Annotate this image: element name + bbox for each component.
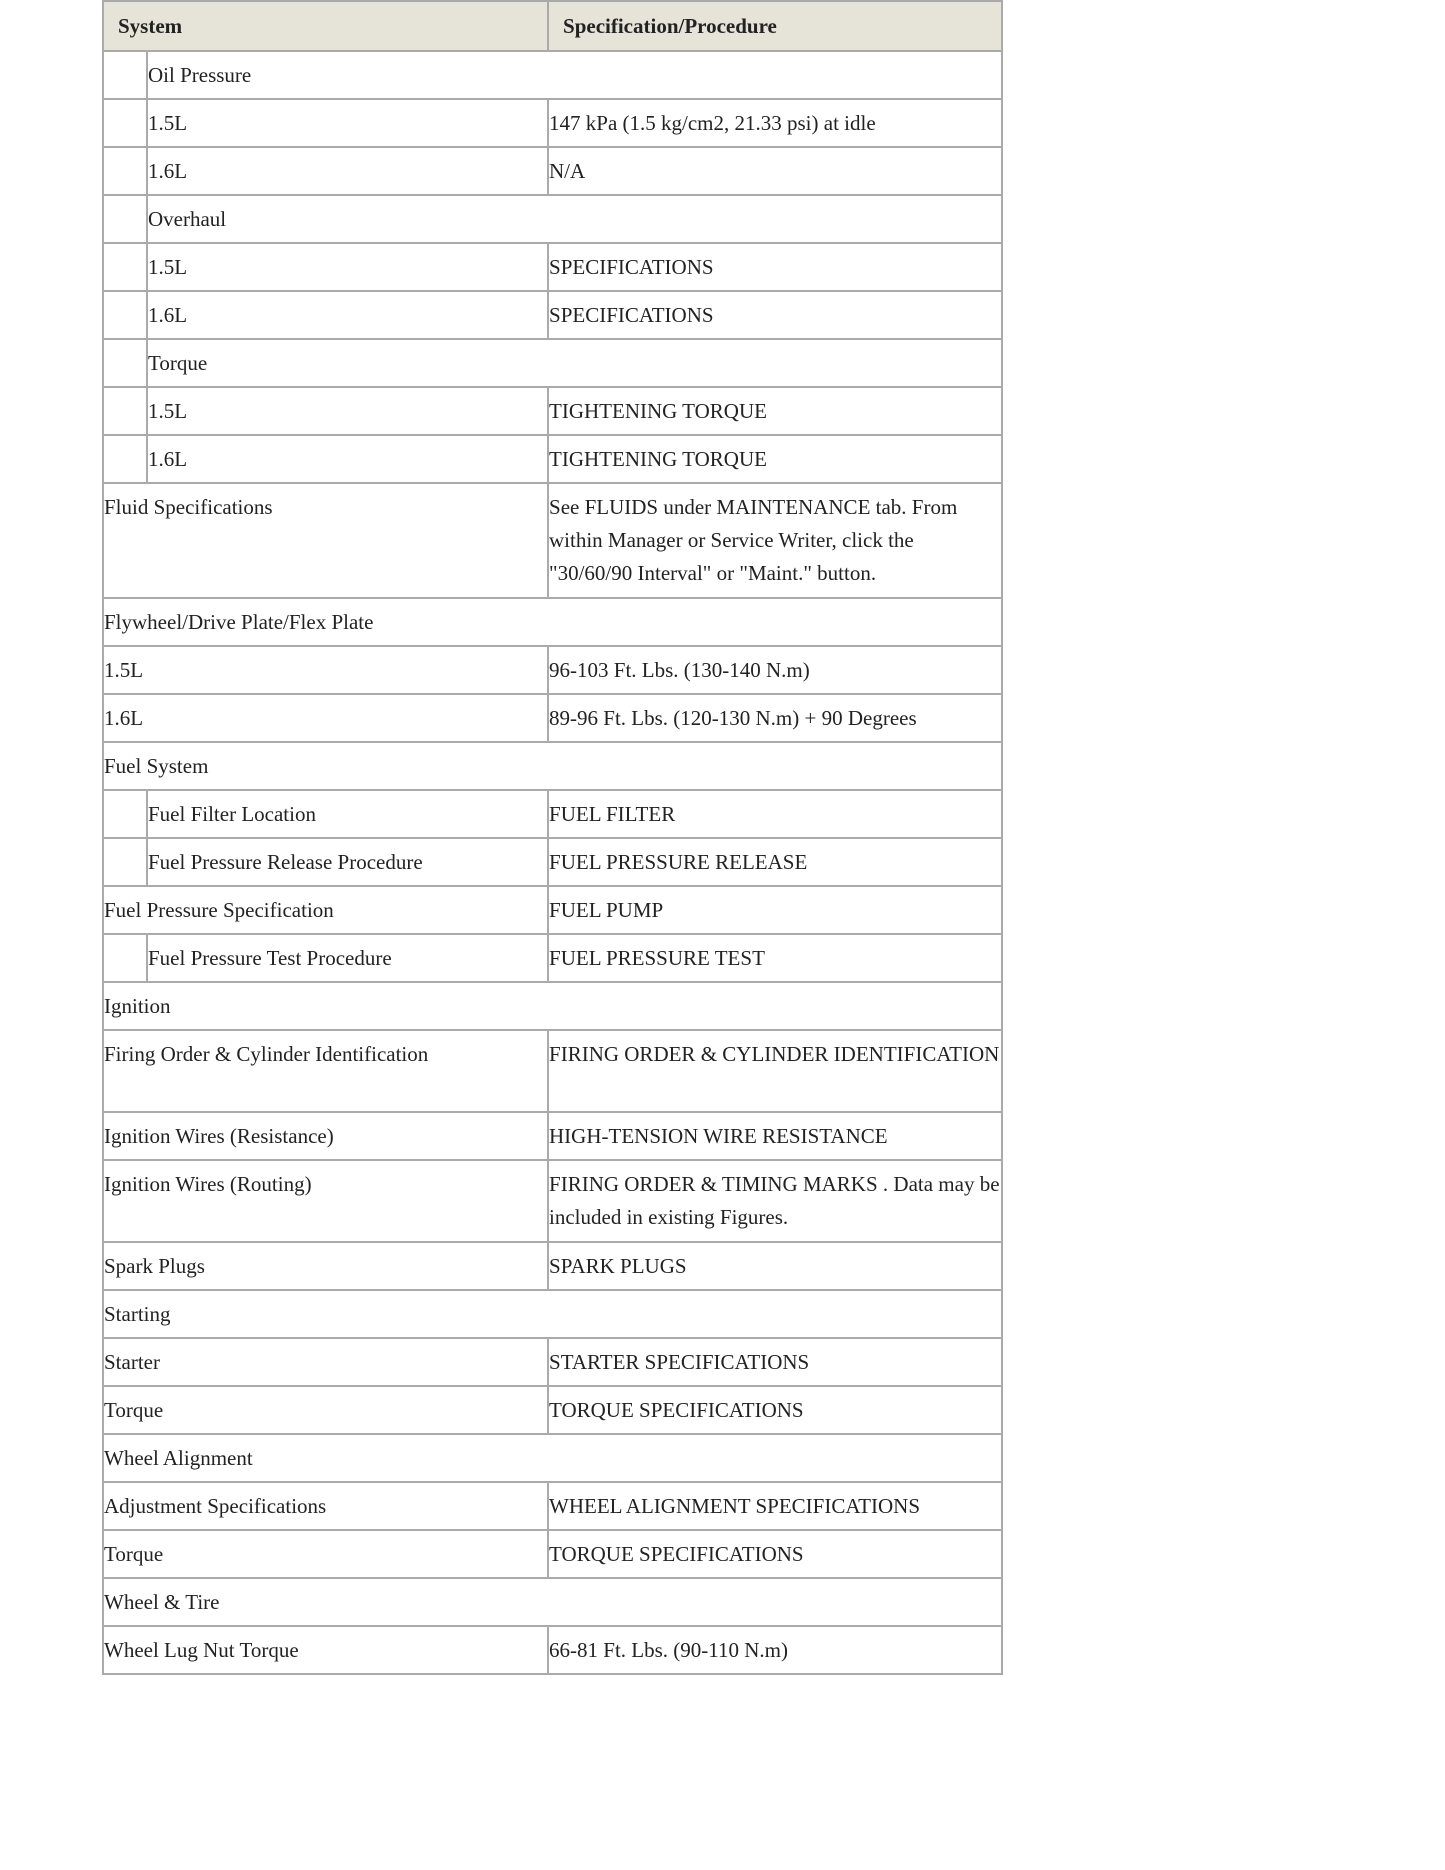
table-row: [103, 435, 1002, 483]
row-spec-link[interactable]: TIGHTENING TORQUE: [548, 435, 1002, 483]
table-row: [103, 1030, 1002, 1112]
table-row: [103, 51, 1002, 99]
row-spec-link[interactable]: STARTER SPECIFICATIONS: [548, 1338, 1002, 1386]
table-row: [103, 483, 1002, 598]
table-row: [103, 1386, 1002, 1434]
row-label: Spark Plugs: [103, 1242, 548, 1290]
table-row: [103, 243, 1002, 291]
header-system: System: [103, 1, 548, 51]
table-row: [103, 1530, 1002, 1578]
row-spec-link[interactable]: HIGH-TENSION WIRE RESISTANCE: [548, 1112, 1002, 1160]
indent-cell: [103, 790, 147, 838]
row-spec-link[interactable]: TORQUE SPECIFICATIONS: [548, 1530, 1002, 1578]
table-row: [103, 339, 1002, 387]
table-row: [103, 147, 1002, 195]
row-label: Oil Pressure: [147, 51, 1002, 99]
table-row: [103, 195, 1002, 243]
row-label: 1.6L: [103, 694, 548, 742]
row-spec: 96-103 Ft. Lbs. (130-140 N.m): [548, 646, 1002, 694]
table-row: [103, 1578, 1002, 1626]
row-section: Wheel & Tire: [103, 1578, 1002, 1626]
table-row: [103, 1160, 1002, 1242]
row-spec-link[interactable]: SPECIFICATIONS: [548, 243, 1002, 291]
row-label: Overhaul: [147, 195, 1002, 243]
row-label: Adjustment Specifications: [103, 1482, 548, 1530]
row-label: Fuel Pressure Specification: [103, 886, 548, 934]
row-label: Fuel Pressure Test Procedure: [147, 934, 548, 982]
table-row: [103, 790, 1002, 838]
row-label: 1.5L: [103, 646, 548, 694]
row-label: Ignition Wires (Routing): [103, 1160, 548, 1242]
table-row: [103, 646, 1002, 694]
table-row: [103, 387, 1002, 435]
table-row: [103, 838, 1002, 886]
row-spec-link[interactable]: FUEL FILTER: [548, 790, 1002, 838]
table-row: [103, 886, 1002, 934]
row-spec-link[interactable]: FUEL PUMP: [548, 886, 1002, 934]
indent-cell: [103, 387, 147, 435]
table-row: [103, 1482, 1002, 1530]
row-label: Starter: [103, 1338, 548, 1386]
indent-cell: [103, 291, 147, 339]
row-label: 1.5L: [147, 243, 548, 291]
row-section: Fuel System: [103, 742, 1002, 790]
row-spec-link[interactable]: FIRING ORDER & CYLINDER IDENTIFICATION: [548, 1030, 1002, 1112]
row-spec: 66-81 Ft. Lbs. (90-110 N.m): [548, 1626, 1002, 1674]
indent-cell: [103, 195, 147, 243]
row-spec-link[interactable]: FUEL PRESSURE TEST: [548, 934, 1002, 982]
indent-cell: [103, 243, 147, 291]
table-row: [103, 1112, 1002, 1160]
row-label: Ignition Wires (Resistance): [103, 1112, 548, 1160]
row-label: 1.5L: [147, 99, 548, 147]
row-section: Wheel Alignment: [103, 1434, 1002, 1482]
indent-cell: [103, 51, 147, 99]
row-label: Torque: [103, 1386, 548, 1434]
indent-cell: [103, 147, 147, 195]
indent-cell: [103, 435, 147, 483]
row-spec-link[interactable]: FUEL PRESSURE RELEASE: [548, 838, 1002, 886]
table-row: [103, 1290, 1002, 1338]
indent-cell: [103, 99, 147, 147]
row-spec-link[interactable]: TIGHTENING TORQUE: [548, 387, 1002, 435]
row-spec-link[interactable]: SPECIFICATIONS: [548, 291, 1002, 339]
table-row: [103, 99, 1002, 147]
row-label: Fuel Pressure Release Procedure: [147, 838, 548, 886]
row-section: Starting: [103, 1290, 1002, 1338]
table-row: [103, 291, 1002, 339]
indent-cell: [103, 838, 147, 886]
table-row: [103, 982, 1002, 1030]
row-spec-link[interactable]: FIRING ORDER & TIMING MARKS . Data may be included in existing Figures.: [548, 1160, 1002, 1242]
table-header: [103, 1, 1002, 51]
row-spec-link[interactable]: SPARK PLUGS: [548, 1242, 1002, 1290]
table-row: [103, 742, 1002, 790]
row-spec-link[interactable]: WHEEL ALIGNMENT SPECIFICATIONS: [548, 1482, 1002, 1530]
spec-table: [102, 0, 1003, 1675]
row-label: 1.6L: [147, 291, 548, 339]
table-row: [103, 1434, 1002, 1482]
indent-cell: [103, 934, 147, 982]
table-row: [103, 1626, 1002, 1674]
table-row: [103, 1242, 1002, 1290]
header-spec: Specification/Procedure: [548, 1, 1002, 51]
row-spec: N/A: [548, 147, 1002, 195]
row-label: Fuel Filter Location: [147, 790, 548, 838]
row-label: 1.6L: [147, 435, 548, 483]
row-label: Fluid Specifications: [103, 483, 548, 598]
row-label: Firing Order & Cylinder Identification: [103, 1030, 548, 1112]
row-spec-link[interactable]: TORQUE SPECIFICATIONS: [548, 1386, 1002, 1434]
table-row: [103, 694, 1002, 742]
row-label: Wheel Lug Nut Torque: [103, 1626, 548, 1674]
row-label: 1.6L: [147, 147, 548, 195]
table-row: [103, 1338, 1002, 1386]
row-label: 1.5L: [147, 387, 548, 435]
indent-cell: [103, 339, 147, 387]
row-spec: 89-96 Ft. Lbs. (120-130 N.m) + 90 Degrees: [548, 694, 1002, 742]
table-row: [103, 934, 1002, 982]
row-spec: 147 kPa (1.5 kg/cm2, 21.33 psi) at idle: [548, 99, 1002, 147]
row-label: Torque: [147, 339, 1002, 387]
row-section: Flywheel/Drive Plate/Flex Plate: [103, 598, 1002, 646]
row-label: Torque: [103, 1530, 548, 1578]
row-spec: See FLUIDS under MAINTENANCE tab. From within Manager or Service Writer, click the "30/60/90 Interval" or "Maint." button.: [548, 483, 1002, 598]
row-section: Ignition: [103, 982, 1002, 1030]
table-row: [103, 598, 1002, 646]
